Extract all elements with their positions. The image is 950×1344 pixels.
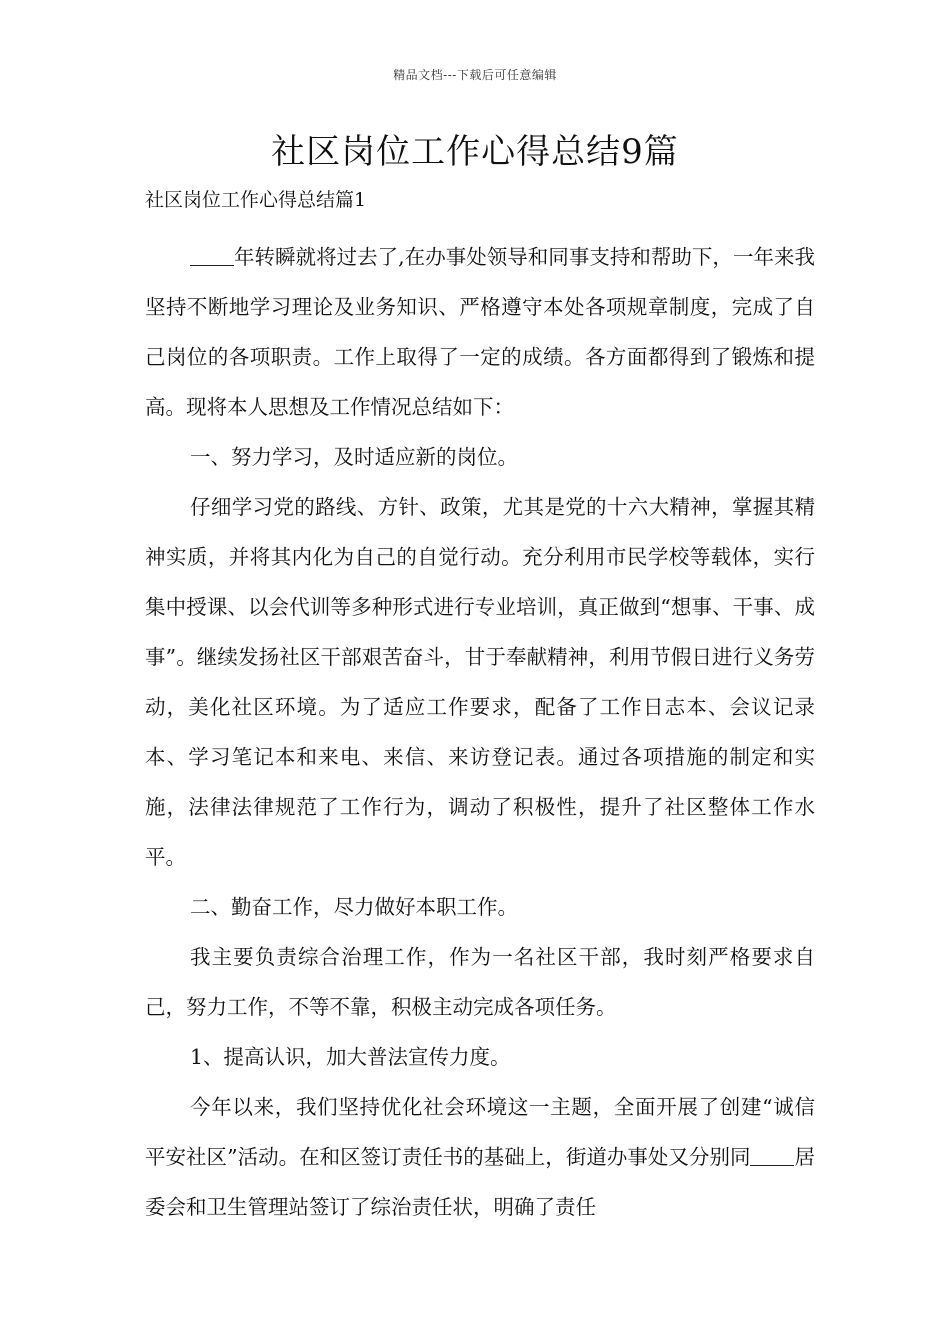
heading-item-one: 1、提高认识，加大普法宣传力度。 (190, 1045, 511, 1069)
heading-one: 一、努力学习，及时适应新的岗位。 (190, 445, 518, 469)
paragraph-text-pre: 今年以来，我们坚持优化社会环境这一主题，全面开展了创建“诚信平安社区”活动。在和区签订责任书的基础上，街道办事处又分别同 (145, 1095, 815, 1169)
paragraph-text-post: 居委会和卫生管理站签订了综治责任状，明确了责任 (145, 1145, 816, 1219)
paragraph-study: 仔细学习党的路线、方针、政策，尤其是党的十六大精神，掌握其精神实质，并将其内化为自己的自觉行动。充分利用市民学校等载体，实行集中授课、以会代训等多种形式进行专业培训，真正做到“想事、干事、成事”。继续发扬社区干部艰苦奋斗，甘于奉献精神，利用节假日进行义务劳动，美化社区环境。为了适应工作要求，配备了工作日志本、会议记录本、学习笔记本和来电、来信、来访登记表。通过各项措施的制定和实施，法律法律规范了工作行为，调动了积极性，提升了社区整体工作水平。 (145, 495, 815, 869)
paragraph-intro (145, 232, 815, 432)
paragraph-publicity (145, 1082, 815, 1232)
paragraph-text: 年转瞬就将过去了,在办事处领导和同事支持和帮助下，一年来我坚持不断地学习理论及业务知识、严格遵守本处各项规章制度，完成了自己岗位的各项职责。工作上取得了一定的成绩。各方面都得到了锻炼和提高。现将本人思想及工作情况总结如下： (145, 245, 815, 419)
heading-two: 二、勤奋工作，尽力做好本职工作。 (190, 895, 518, 919)
document-body (145, 232, 815, 1232)
section-subtitle: 社区岗位工作心得总结篇1 (145, 189, 367, 211)
paragraph-duty: 我主要负责综合治理工作，作为一名社区干部，我时刻严格要求自己，努力工作，不等不靠，积极主动完成各项任务。 (145, 945, 815, 1019)
document-title: 社区岗位工作心得总结9篇 (271, 132, 679, 172)
fill-blank (750, 1143, 794, 1166)
header-note: 精品文档---下载后可任意编辑 (393, 68, 557, 82)
fill-blank (190, 243, 234, 266)
